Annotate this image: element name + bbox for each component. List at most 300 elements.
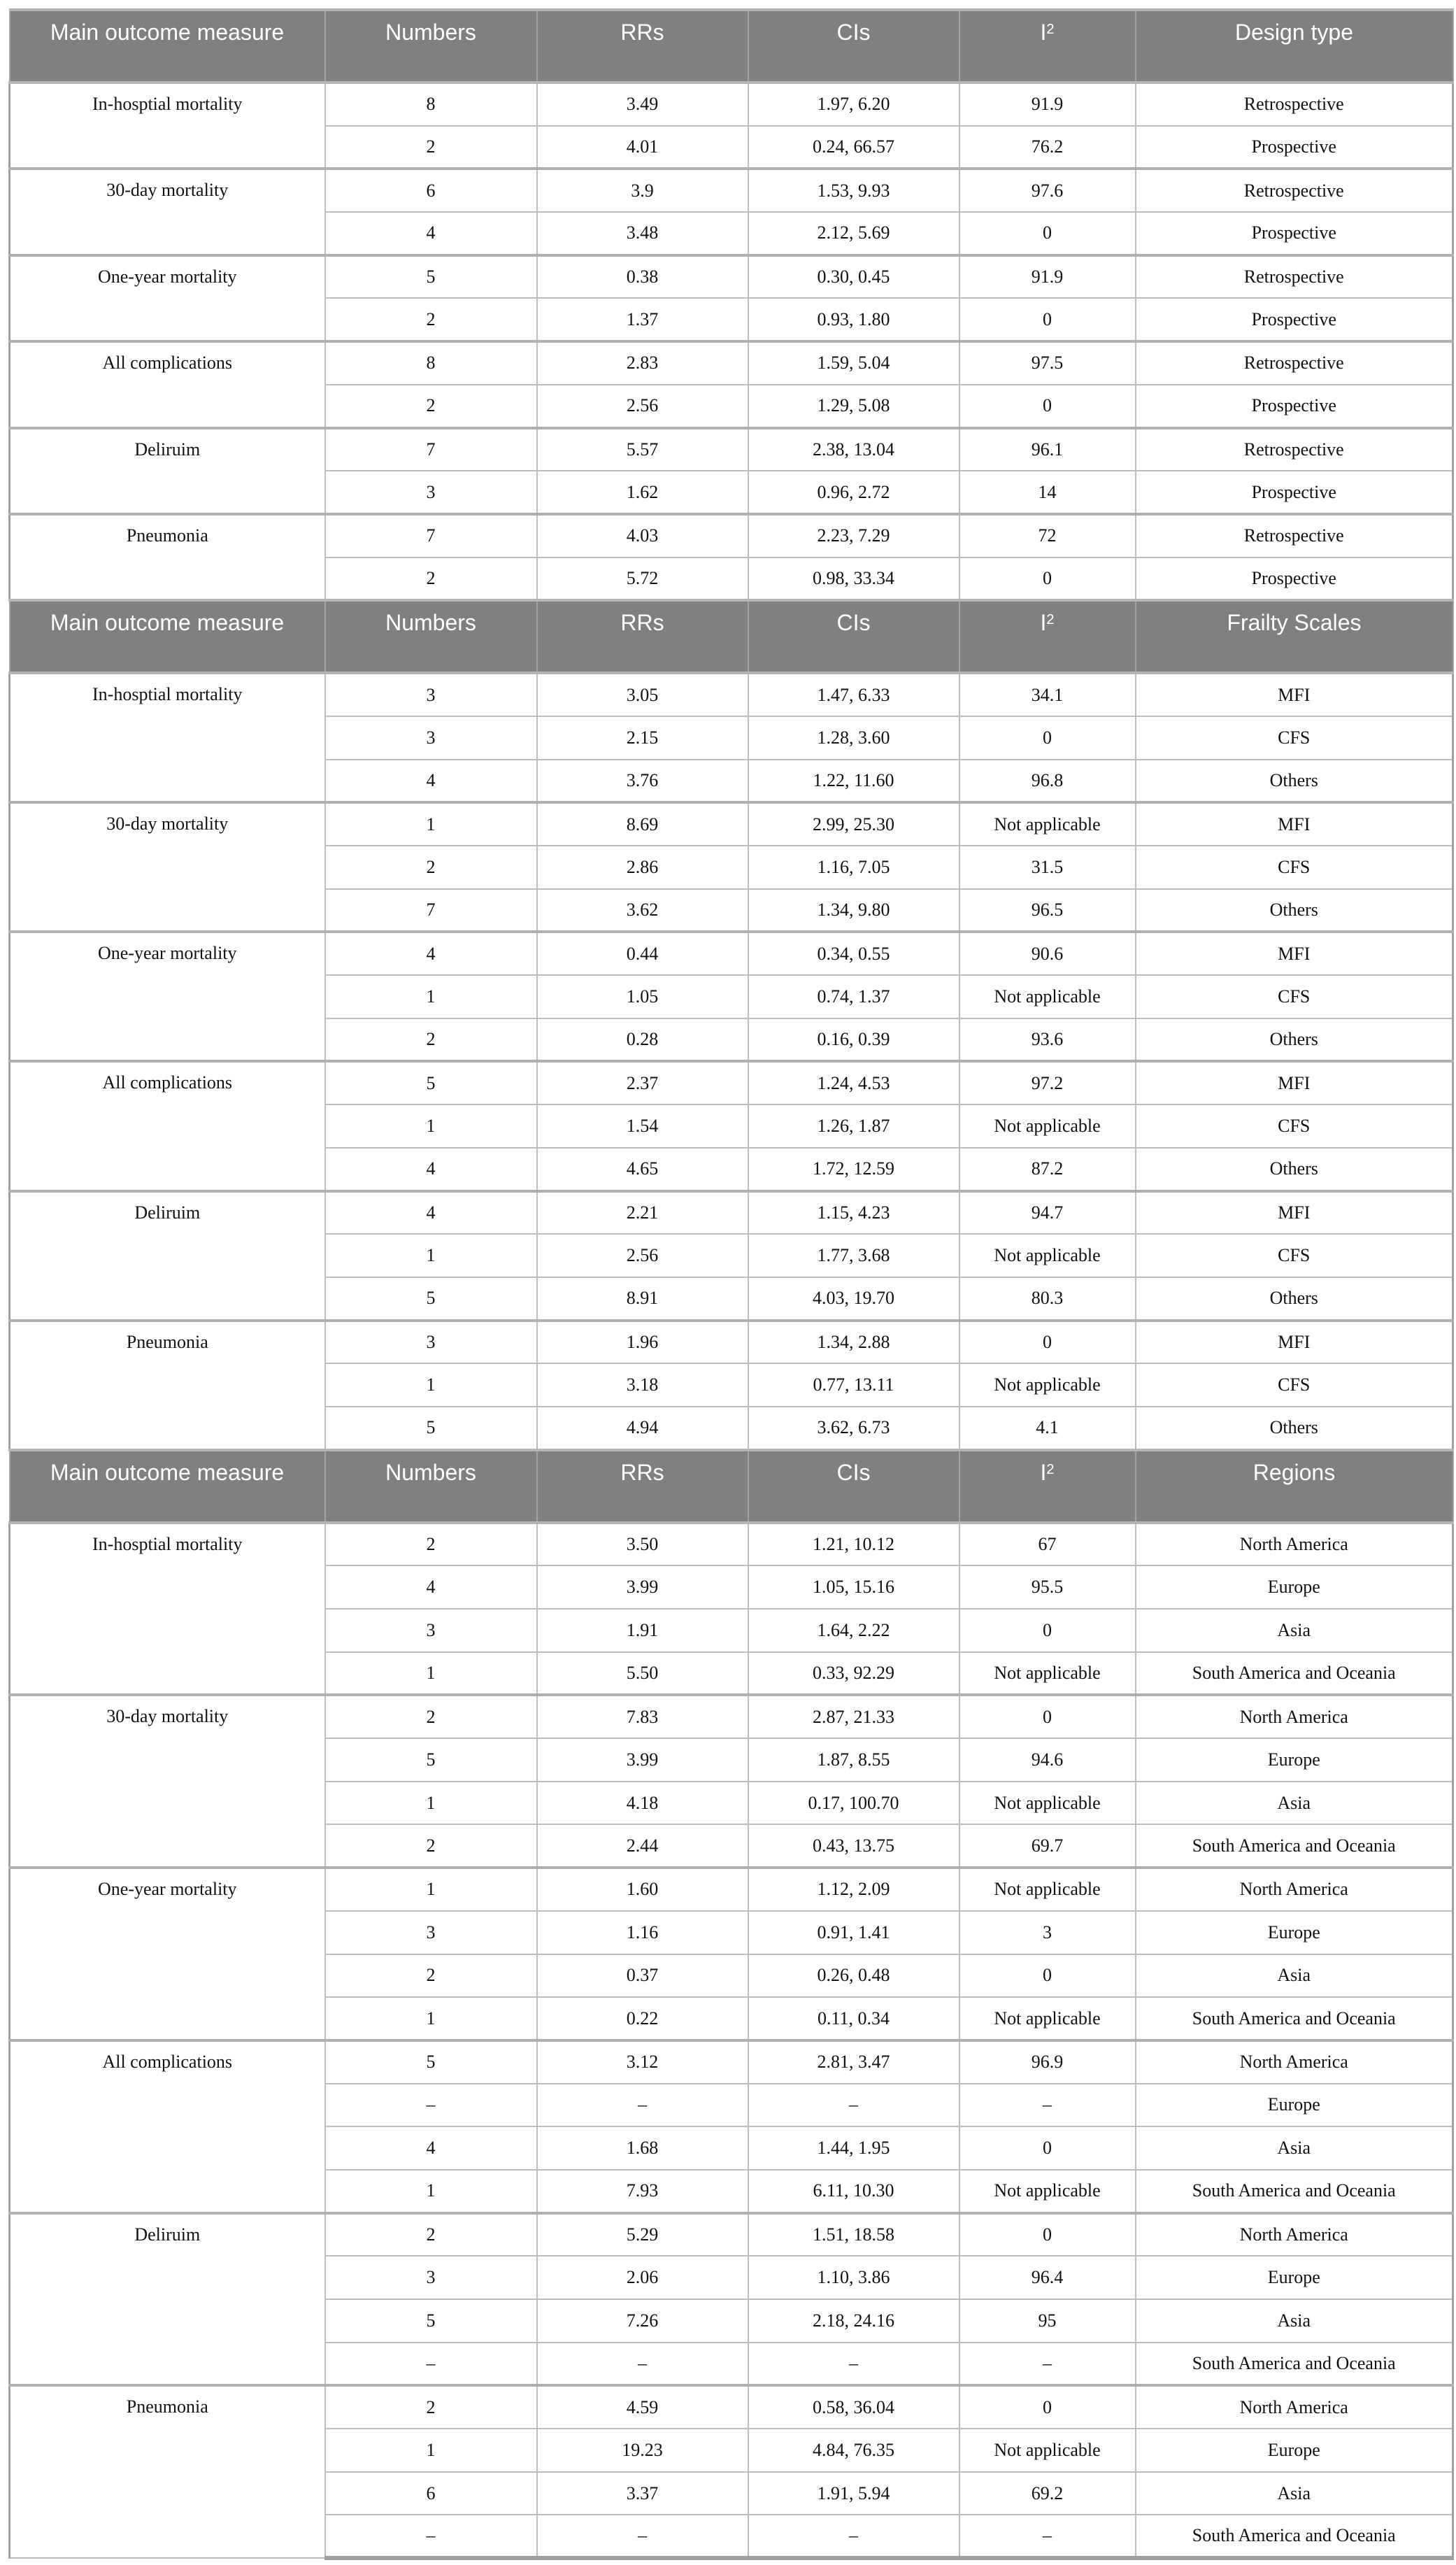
numbers-cell: 3 bbox=[325, 471, 537, 514]
i2-cell: 0 bbox=[959, 212, 1136, 255]
category-cell: MFI bbox=[1136, 802, 1453, 846]
table-row bbox=[10, 932, 1453, 975]
i2-cell: 67 bbox=[959, 1523, 1136, 1566]
i2-cell: 0 bbox=[959, 2385, 1136, 2429]
rr-cell: – bbox=[537, 2343, 748, 2386]
ci-cell: 2.12, 5.69 bbox=[748, 212, 959, 255]
rr-cell: 3.62 bbox=[537, 889, 748, 932]
category-cell: MFI bbox=[1136, 1061, 1453, 1104]
table-row bbox=[10, 169, 1453, 212]
numbers-cell: 2 bbox=[325, 1523, 537, 1566]
i2-cell: 0 bbox=[959, 2213, 1136, 2257]
numbers-cell: 4 bbox=[325, 760, 537, 803]
table-row bbox=[10, 802, 1453, 846]
numbers-cell: 5 bbox=[325, 255, 537, 299]
ci-cell: 0.11, 0.34 bbox=[748, 1997, 959, 2040]
numbers-cell: 8 bbox=[325, 341, 537, 385]
numbers-cell: 2 bbox=[325, 2213, 537, 2257]
rr-cell: 4.59 bbox=[537, 2385, 748, 2429]
rr-cell: 1.91 bbox=[537, 1609, 748, 1652]
results-table bbox=[8, 8, 1454, 2560]
ci-cell: 1.77, 3.68 bbox=[748, 1234, 959, 1277]
rr-cell: 1.60 bbox=[537, 1868, 748, 1911]
category-cell: Others bbox=[1136, 760, 1453, 803]
category-cell: Prospective bbox=[1136, 212, 1453, 255]
ci-cell: 0.33, 92.29 bbox=[748, 1652, 959, 1696]
rr-cell: 3.48 bbox=[537, 212, 748, 255]
ci-cell: 2.81, 3.47 bbox=[748, 2040, 959, 2084]
ci-cell: 1.12, 2.09 bbox=[748, 1868, 959, 1911]
category-cell: Europe bbox=[1136, 2429, 1453, 2472]
numbers-cell: 2 bbox=[325, 846, 537, 889]
category-cell: South America and Oceania bbox=[1136, 1652, 1453, 1696]
i2-cell: 34.1 bbox=[959, 673, 1136, 716]
ci-cell: 6.11, 10.30 bbox=[748, 2170, 959, 2213]
section-body bbox=[10, 83, 1453, 600]
i2-cell: – bbox=[959, 2343, 1136, 2386]
i2-cell: 96.8 bbox=[959, 760, 1136, 803]
header-i2-base: I bbox=[1040, 1459, 1047, 1485]
header-i2 bbox=[959, 600, 1136, 673]
rr-cell: 4.94 bbox=[537, 1407, 748, 1450]
i2-cell: Not applicable bbox=[959, 1104, 1136, 1148]
rr-cell: 0.28 bbox=[537, 1018, 748, 1062]
i2-cell: 69.7 bbox=[959, 1824, 1136, 1868]
numbers-cell: 1 bbox=[325, 1234, 537, 1277]
numbers-cell: 5 bbox=[325, 2299, 537, 2343]
category-cell: Asia bbox=[1136, 2472, 1453, 2515]
header-i2-sup: 2 bbox=[1046, 1461, 1055, 1477]
i2-cell: 96.9 bbox=[959, 2040, 1136, 2084]
ci-cell: 4.03, 19.70 bbox=[748, 1277, 959, 1321]
ci-cell: 1.47, 6.33 bbox=[748, 673, 959, 716]
rr-cell: 0.38 bbox=[537, 255, 748, 299]
header-i2 bbox=[959, 10, 1136, 83]
numbers-cell: 4 bbox=[325, 932, 537, 975]
header-category: Design type bbox=[1136, 10, 1453, 83]
rr-cell: 3.12 bbox=[537, 2040, 748, 2084]
section-body bbox=[10, 1523, 1453, 2559]
header-numbers: Numbers bbox=[325, 600, 537, 673]
category-cell: Asia bbox=[1136, 1782, 1453, 1825]
rr-cell: 2.44 bbox=[537, 1824, 748, 1868]
outcome-measure-cell: Pneumonia bbox=[10, 1321, 325, 1450]
numbers-cell: 3 bbox=[325, 2256, 537, 2299]
numbers-cell: 2 bbox=[325, 557, 537, 601]
category-cell: South America and Oceania bbox=[1136, 2515, 1453, 2558]
table-row bbox=[10, 341, 1453, 385]
category-cell: Retrospective bbox=[1136, 83, 1453, 126]
i2-cell: Not applicable bbox=[959, 975, 1136, 1018]
i2-cell: – bbox=[959, 2084, 1136, 2127]
category-cell: Europe bbox=[1136, 2256, 1453, 2299]
rr-cell: 4.01 bbox=[537, 126, 748, 169]
outcome-measure-cell: Pneumonia bbox=[10, 514, 325, 600]
ci-cell: 1.15, 4.23 bbox=[748, 1191, 959, 1235]
category-cell: Asia bbox=[1136, 2299, 1453, 2343]
i2-cell: 90.6 bbox=[959, 932, 1136, 975]
i2-cell: 0 bbox=[959, 2126, 1136, 2170]
i2-cell: Not applicable bbox=[959, 1782, 1136, 1825]
ci-cell: 0.96, 2.72 bbox=[748, 471, 959, 514]
header-rrs: RRs bbox=[537, 600, 748, 673]
ci-cell: 2.38, 13.04 bbox=[748, 428, 959, 471]
ci-cell: 2.99, 25.30 bbox=[748, 802, 959, 846]
outcome-measure-cell: All complications bbox=[10, 341, 325, 427]
rr-cell: 3.99 bbox=[537, 1738, 748, 1782]
category-cell: Europe bbox=[1136, 1911, 1453, 1954]
category-cell: CFS bbox=[1136, 1104, 1453, 1148]
ci-cell: – bbox=[748, 2084, 959, 2127]
rr-cell: 2.06 bbox=[537, 2256, 748, 2299]
ci-cell: 3.62, 6.73 bbox=[748, 1407, 959, 1450]
rr-cell: 3.99 bbox=[537, 1565, 748, 1609]
i2-cell: 76.2 bbox=[959, 126, 1136, 169]
numbers-cell: 4 bbox=[325, 1565, 537, 1609]
outcome-measure-cell: One-year mortality bbox=[10, 932, 325, 1061]
i2-cell: Not applicable bbox=[959, 1868, 1136, 1911]
numbers-cell: – bbox=[325, 2084, 537, 2127]
category-cell: CFS bbox=[1136, 846, 1453, 889]
rr-cell: 0.44 bbox=[537, 932, 748, 975]
i2-cell: 93.6 bbox=[959, 1018, 1136, 1062]
rr-cell: 1.54 bbox=[537, 1104, 748, 1148]
category-cell: South America and Oceania bbox=[1136, 2170, 1453, 2213]
rr-cell: 3.49 bbox=[537, 83, 748, 126]
category-cell: Prospective bbox=[1136, 557, 1453, 601]
numbers-cell: 1 bbox=[325, 1363, 537, 1407]
table-row bbox=[10, 1868, 1453, 1911]
section-header bbox=[10, 1450, 1453, 1523]
category-cell: Others bbox=[1136, 889, 1453, 932]
numbers-cell: 7 bbox=[325, 889, 537, 932]
i2-cell: 87.2 bbox=[959, 1148, 1136, 1191]
rr-cell: 2.21 bbox=[537, 1191, 748, 1235]
category-cell: Retrospective bbox=[1136, 428, 1453, 471]
category-cell: MFI bbox=[1136, 932, 1453, 975]
numbers-cell: 2 bbox=[325, 1695, 537, 1738]
ci-cell: 0.34, 0.55 bbox=[748, 932, 959, 975]
i2-cell: 72 bbox=[959, 514, 1136, 557]
i2-cell: 94.6 bbox=[959, 1738, 1136, 1782]
rr-cell: 1.37 bbox=[537, 298, 748, 341]
category-cell: CFS bbox=[1136, 975, 1453, 1018]
ci-cell: 1.21, 10.12 bbox=[748, 1523, 959, 1566]
rr-cell: 5.72 bbox=[537, 557, 748, 601]
ci-cell: 1.10, 3.86 bbox=[748, 2256, 959, 2299]
ci-cell: 1.22, 11.60 bbox=[748, 760, 959, 803]
rr-cell: 5.57 bbox=[537, 428, 748, 471]
i2-cell: Not applicable bbox=[959, 1363, 1136, 1407]
i2-cell: 0 bbox=[959, 1954, 1136, 1998]
category-cell: Prospective bbox=[1136, 471, 1453, 514]
numbers-cell: – bbox=[325, 2343, 537, 2386]
ci-cell: 0.43, 13.75 bbox=[748, 1824, 959, 1868]
rr-cell: – bbox=[537, 2515, 748, 2558]
i2-cell: 0 bbox=[959, 1695, 1136, 1738]
header-row bbox=[10, 10, 1453, 83]
i2-cell: – bbox=[959, 2515, 1136, 2558]
rr-cell: 0.37 bbox=[537, 1954, 748, 1998]
numbers-cell: 1 bbox=[325, 1782, 537, 1825]
table-row bbox=[10, 514, 1453, 557]
section-header bbox=[10, 600, 1453, 673]
ci-cell: 0.58, 36.04 bbox=[748, 2385, 959, 2429]
rr-cell: 4.18 bbox=[537, 1782, 748, 1825]
numbers-cell: 3 bbox=[325, 1321, 537, 1364]
table-row bbox=[10, 2385, 1453, 2429]
rr-cell: 2.56 bbox=[537, 385, 748, 428]
header-numbers: Numbers bbox=[325, 1450, 537, 1523]
rr-cell: 2.56 bbox=[537, 1234, 748, 1277]
category-cell: Retrospective bbox=[1136, 255, 1453, 299]
numbers-cell: 5 bbox=[325, 1738, 537, 1782]
rr-cell: 1.96 bbox=[537, 1321, 748, 1364]
header-rrs: RRs bbox=[537, 10, 748, 83]
header-measure: Main outcome measure bbox=[10, 1450, 325, 1523]
rr-cell: 8.91 bbox=[537, 1277, 748, 1321]
rr-cell: 3.05 bbox=[537, 673, 748, 716]
numbers-cell: 7 bbox=[325, 428, 537, 471]
ci-cell: 2.18, 24.16 bbox=[748, 2299, 959, 2343]
ci-cell: 2.23, 7.29 bbox=[748, 514, 959, 557]
numbers-cell: 3 bbox=[325, 1609, 537, 1652]
rr-cell: 2.37 bbox=[537, 1061, 748, 1104]
rr-cell: 3.18 bbox=[537, 1363, 748, 1407]
ci-cell: 1.24, 4.53 bbox=[748, 1061, 959, 1104]
numbers-cell: 7 bbox=[325, 514, 537, 557]
ci-cell: 1.53, 9.93 bbox=[748, 169, 959, 212]
numbers-cell: 2 bbox=[325, 2385, 537, 2429]
numbers-cell: 5 bbox=[325, 1277, 537, 1321]
category-cell: CFS bbox=[1136, 1234, 1453, 1277]
rr-cell: – bbox=[537, 2084, 748, 2127]
rr-cell: 7.93 bbox=[537, 2170, 748, 2213]
outcome-measure-cell: All complications bbox=[10, 2040, 325, 2213]
ci-cell: 0.16, 0.39 bbox=[748, 1018, 959, 1062]
ci-cell: 0.93, 1.80 bbox=[748, 298, 959, 341]
category-cell: North America bbox=[1136, 2213, 1453, 2257]
i2-cell: Not applicable bbox=[959, 1997, 1136, 2040]
category-cell: Europe bbox=[1136, 1565, 1453, 1609]
i2-cell: 94.7 bbox=[959, 1191, 1136, 1235]
category-cell: Europe bbox=[1136, 2084, 1453, 2127]
numbers-cell: 4 bbox=[325, 1148, 537, 1191]
numbers-cell: 3 bbox=[325, 1911, 537, 1954]
category-cell: Others bbox=[1136, 1277, 1453, 1321]
ci-cell: 1.59, 5.04 bbox=[748, 341, 959, 385]
outcome-measure-cell: Pneumonia bbox=[10, 2385, 325, 2558]
rr-cell: 1.16 bbox=[537, 1911, 748, 1954]
i2-cell: 0 bbox=[959, 385, 1136, 428]
rr-cell: 2.15 bbox=[537, 716, 748, 760]
category-cell: Retrospective bbox=[1136, 169, 1453, 212]
numbers-cell: 4 bbox=[325, 1191, 537, 1235]
numbers-cell: 5 bbox=[325, 2040, 537, 2084]
numbers-cell: 2 bbox=[325, 385, 537, 428]
i2-cell: 31.5 bbox=[959, 846, 1136, 889]
numbers-cell: – bbox=[325, 2515, 537, 2558]
i2-cell: 69.2 bbox=[959, 2472, 1136, 2515]
outcome-measure-cell: One-year mortality bbox=[10, 1868, 325, 2040]
section-body bbox=[10, 673, 1453, 1449]
i2-cell: 97.6 bbox=[959, 169, 1136, 212]
i2-cell: 80.3 bbox=[959, 1277, 1136, 1321]
ci-cell: 1.05, 15.16 bbox=[748, 1565, 959, 1609]
category-cell: Prospective bbox=[1136, 298, 1453, 341]
numbers-cell: 1 bbox=[325, 2170, 537, 2213]
rr-cell: 4.03 bbox=[537, 514, 748, 557]
table-row bbox=[10, 428, 1453, 471]
category-cell: South America and Oceania bbox=[1136, 2343, 1453, 2386]
i2-cell: Not applicable bbox=[959, 2170, 1136, 2213]
i2-cell: 96.1 bbox=[959, 428, 1136, 471]
header-i2-sup: 2 bbox=[1046, 22, 1055, 37]
ci-cell: 1.72, 12.59 bbox=[748, 1148, 959, 1191]
table-row bbox=[10, 1523, 1453, 1566]
header-category: Regions bbox=[1136, 1450, 1453, 1523]
rr-cell: 3.37 bbox=[537, 2472, 748, 2515]
numbers-cell: 2 bbox=[325, 126, 537, 169]
rr-cell: 3.76 bbox=[537, 760, 748, 803]
outcome-measure-cell: Deliruim bbox=[10, 428, 325, 514]
ci-cell: 1.51, 18.58 bbox=[748, 2213, 959, 2257]
ci-cell: 1.34, 9.80 bbox=[748, 889, 959, 932]
i2-cell: 0 bbox=[959, 716, 1136, 760]
header-row bbox=[10, 1450, 1453, 1523]
numbers-cell: 6 bbox=[325, 169, 537, 212]
category-cell: Retrospective bbox=[1136, 341, 1453, 385]
outcome-measure-cell: 30-day mortality bbox=[10, 169, 325, 255]
category-cell: MFI bbox=[1136, 1321, 1453, 1364]
numbers-cell: 2 bbox=[325, 298, 537, 341]
rr-cell: 5.50 bbox=[537, 1652, 748, 1696]
table-row bbox=[10, 255, 1453, 299]
numbers-cell: 3 bbox=[325, 716, 537, 760]
i2-cell: Not applicable bbox=[959, 802, 1136, 846]
i2-cell: 4.1 bbox=[959, 1407, 1136, 1450]
rr-cell: 0.22 bbox=[537, 1997, 748, 2040]
category-cell: South America and Oceania bbox=[1136, 1997, 1453, 2040]
i2-cell: Not applicable bbox=[959, 1234, 1136, 1277]
category-cell: Prospective bbox=[1136, 126, 1453, 169]
rr-cell: 7.83 bbox=[537, 1695, 748, 1738]
rr-cell: 2.86 bbox=[537, 846, 748, 889]
section-header bbox=[10, 10, 1453, 83]
i2-cell: 97.2 bbox=[959, 1061, 1136, 1104]
numbers-cell: 1 bbox=[325, 1868, 537, 1911]
rr-cell: 1.05 bbox=[537, 975, 748, 1018]
header-category: Frailty Scales bbox=[1136, 600, 1453, 673]
header-measure: Main outcome measure bbox=[10, 600, 325, 673]
i2-cell: 0 bbox=[959, 298, 1136, 341]
rr-cell: 4.65 bbox=[537, 1148, 748, 1191]
ci-cell: 1.28, 3.60 bbox=[748, 716, 959, 760]
category-cell: South America and Oceania bbox=[1136, 1824, 1453, 1868]
category-cell: CFS bbox=[1136, 716, 1453, 760]
rr-cell: 3.50 bbox=[537, 1523, 748, 1566]
table-row bbox=[10, 1321, 1453, 1364]
outcome-measure-cell: 30-day mortality bbox=[10, 802, 325, 932]
category-cell: Prospective bbox=[1136, 385, 1453, 428]
ci-cell: 0.26, 0.48 bbox=[748, 1954, 959, 1998]
outcome-measure-cell: 30-day mortality bbox=[10, 1695, 325, 1868]
ci-cell: 0.30, 0.45 bbox=[748, 255, 959, 299]
outcome-measure-cell: Deliruim bbox=[10, 1191, 325, 1321]
table-row bbox=[10, 83, 1453, 126]
i2-cell: 95 bbox=[959, 2299, 1136, 2343]
i2-cell: 3 bbox=[959, 1911, 1136, 1954]
header-i2-base: I bbox=[1040, 20, 1047, 45]
rr-cell: 2.83 bbox=[537, 341, 748, 385]
numbers-cell: 6 bbox=[325, 2472, 537, 2515]
ci-cell: 2.87, 21.33 bbox=[748, 1695, 959, 1738]
numbers-cell: 1 bbox=[325, 1104, 537, 1148]
outcome-measure-cell: In-hosptial mortality bbox=[10, 83, 325, 169]
ci-cell: 1.34, 2.88 bbox=[748, 1321, 959, 1364]
ci-cell: 0.74, 1.37 bbox=[748, 975, 959, 1018]
rr-cell: 8.69 bbox=[537, 802, 748, 846]
rr-cell: 7.26 bbox=[537, 2299, 748, 2343]
header-i2-base: I bbox=[1040, 610, 1047, 636]
i2-cell: 95.5 bbox=[959, 1565, 1136, 1609]
table-row bbox=[10, 673, 1453, 716]
header-row bbox=[10, 600, 1453, 673]
numbers-cell: 8 bbox=[325, 83, 537, 126]
category-cell: North America bbox=[1136, 1868, 1453, 1911]
numbers-cell: 1 bbox=[325, 2429, 537, 2472]
category-cell: Others bbox=[1136, 1407, 1453, 1450]
i2-cell: 0 bbox=[959, 1321, 1136, 1364]
ci-cell: 1.16, 7.05 bbox=[748, 846, 959, 889]
header-cis: CIs bbox=[748, 600, 959, 673]
category-cell: Europe bbox=[1136, 1738, 1453, 1782]
header-cis: CIs bbox=[748, 1450, 959, 1523]
ci-cell: 0.24, 66.57 bbox=[748, 126, 959, 169]
numbers-cell: 2 bbox=[325, 1954, 537, 1998]
i2-cell: 91.9 bbox=[959, 83, 1136, 126]
category-cell: Others bbox=[1136, 1148, 1453, 1191]
ci-cell: 1.91, 5.94 bbox=[748, 2472, 959, 2515]
i2-cell: 0 bbox=[959, 1609, 1136, 1652]
ci-cell: 0.17, 100.70 bbox=[748, 1782, 959, 1825]
header-i2-sup: 2 bbox=[1046, 612, 1055, 628]
numbers-cell: 1 bbox=[325, 802, 537, 846]
numbers-cell: 5 bbox=[325, 1061, 537, 1104]
category-cell: MFI bbox=[1136, 1191, 1453, 1235]
category-cell: Asia bbox=[1136, 2126, 1453, 2170]
ci-cell: 1.87, 8.55 bbox=[748, 1738, 959, 1782]
rr-cell: 3.9 bbox=[537, 169, 748, 212]
i2-cell: Not applicable bbox=[959, 1652, 1136, 1696]
category-cell: North America bbox=[1136, 1695, 1453, 1738]
numbers-cell: 3 bbox=[325, 673, 537, 716]
category-cell: North America bbox=[1136, 2040, 1453, 2084]
numbers-cell: 4 bbox=[325, 212, 537, 255]
table-row bbox=[10, 1695, 1453, 1738]
ci-cell: – bbox=[748, 2515, 959, 2558]
ci-cell: 4.84, 76.35 bbox=[748, 2429, 959, 2472]
i2-cell: 0 bbox=[959, 557, 1136, 601]
header-i2 bbox=[959, 1450, 1136, 1523]
table-row bbox=[10, 1061, 1453, 1104]
ci-cell: 1.97, 6.20 bbox=[748, 83, 959, 126]
i2-cell: Not applicable bbox=[959, 2429, 1136, 2472]
rr-cell: 5.29 bbox=[537, 2213, 748, 2257]
outcome-measure-cell: All complications bbox=[10, 1061, 325, 1191]
outcome-measure-cell: One-year mortality bbox=[10, 255, 325, 341]
outcome-measure-cell: In-hosptial mortality bbox=[10, 673, 325, 802]
